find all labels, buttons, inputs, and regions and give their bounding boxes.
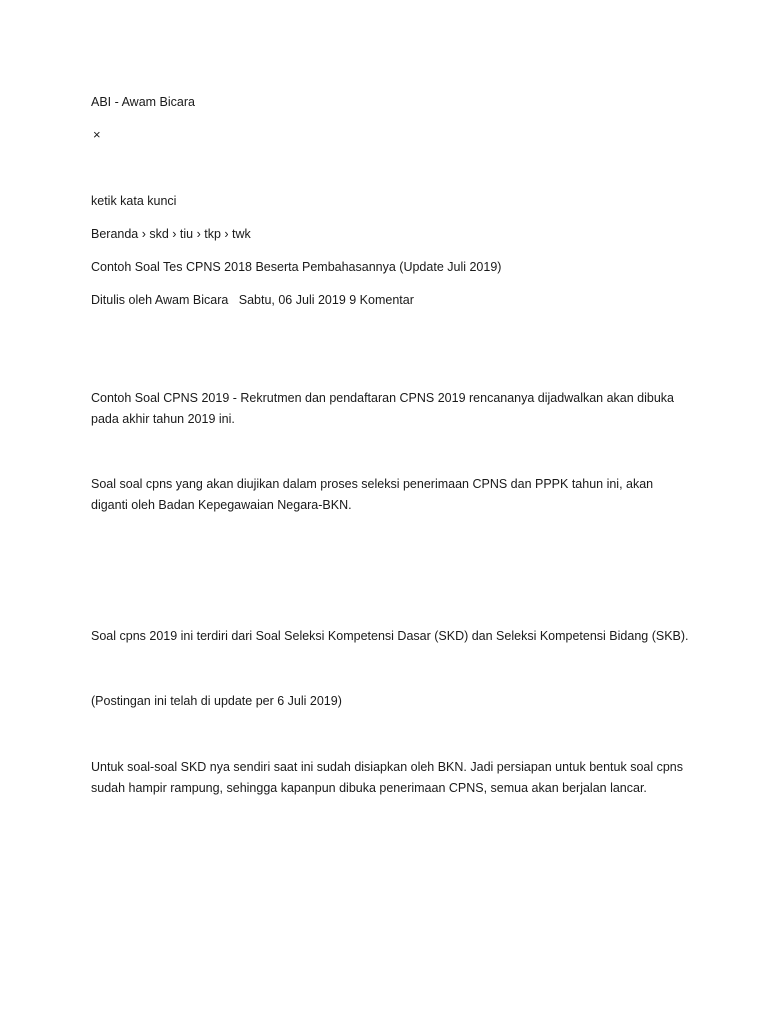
- article-paragraph-1: Contoh Soal CPNS 2019 - Rekrutmen dan pendaftaran CPNS 2019 rencananya dijadwalkan akan dibuka pada akhir tahun 2019 ini.: [91, 391, 675, 426]
- article-meta: Ditulis oleh Awam Bicara Sabtu, 06 Juli 2019 9 Komentar: [91, 293, 414, 307]
- search-input[interactable]: ketik kata kunci: [91, 194, 177, 208]
- site-title[interactable]: ABI - Awam Bicara: [91, 95, 195, 109]
- article-paragraph-2: Soal soal cpns yang akan diujikan dalam proses seleksi penerimaan CPNS dan PPPK tahun ini, akan diganti oleh Badan Kepegawaian Negara-BKN.: [91, 477, 654, 512]
- close-icon[interactable]: ×: [93, 127, 101, 142]
- article-paragraph-5: Untuk soal-soal SKD nya sendiri saat ini sudah disiapkan oleh BKN. Jadi persiapan untuk bentuk soal cpns sudah hampir rampung, sehingga kapanpun dibuka penerimaan CPNS, semua akan berjalan lancar.: [91, 760, 684, 795]
- article-paragraph-3: Soal cpns 2019 ini terdiri dari Soal Seleksi Kompetensi Dasar (SKD) dan Seleksi Kompetensi Bidang (SKB).: [91, 629, 689, 643]
- page-title: Contoh Soal Tes CPNS 2018 Beserta Pembahasannya (Update Juli 2019): [91, 260, 502, 274]
- breadcrumb[interactable]: Beranda › skd › tiu › tkp › twk: [91, 227, 251, 241]
- article-paragraph-4: (Postingan ini telah di update per 6 Juli 2019): [91, 694, 342, 708]
